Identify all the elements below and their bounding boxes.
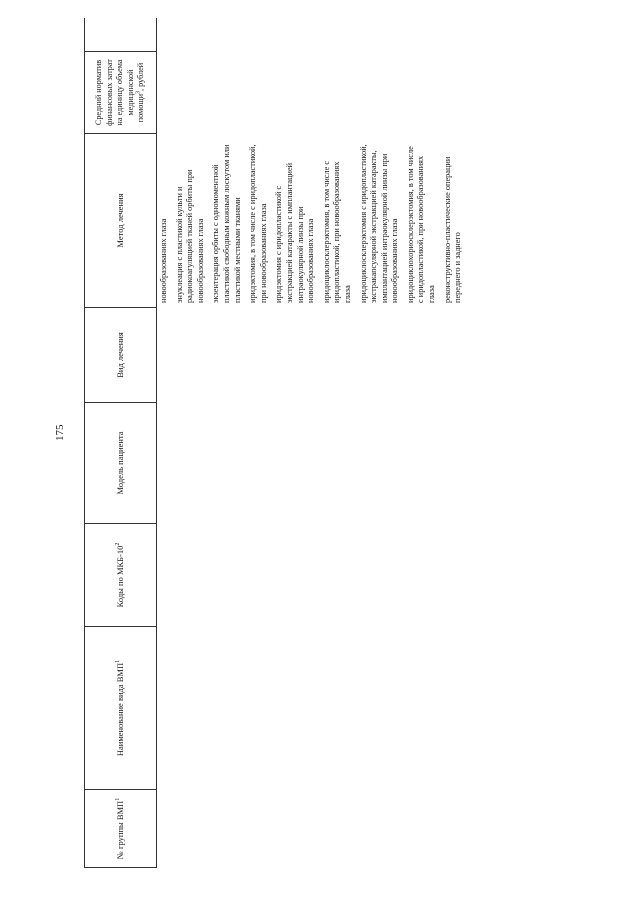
method-item: энуклеация с пластикой культи и радиокоагуляцией тканей орбиты при новообразованиях глаза: [174, 169, 205, 303]
header-patient-model: [85, 402, 156, 523]
header-group-sup: 1: [115, 797, 122, 801]
method-item: новообразованиях глаза: [159, 218, 168, 303]
rotated-table: [84, 18, 564, 868]
header-vmp-name: [85, 626, 156, 789]
header-codes-sup: 2: [115, 542, 122, 546]
header-treatment-type: [85, 307, 156, 402]
header-cost-sup: 3: [135, 90, 142, 94]
header-method-text: Метод лечения: [115, 193, 125, 248]
header-model-text: Модель пациента: [115, 431, 125, 495]
header-name-text: Наименование вида ВМП: [115, 662, 125, 757]
treatment-method-list: [159, 143, 469, 303]
header-icd-codes: [85, 523, 156, 626]
header-name-sup: 1: [115, 659, 122, 663]
table-header-row: [84, 18, 157, 868]
method-item: иридэктомия, в том числе с иридопластикой, при новообразованиях глаза: [248, 144, 268, 303]
method-item: иридэктомия с иридопластикой с экстракцией катаракты с имплантацией интраокулярной линзы при новообразованиях глаза: [274, 162, 316, 303]
method-item: иридоциклосклерэктомия, в том числе с иридопластикой, при новообразованиях глаза: [321, 160, 352, 303]
method-item: иридоциклосклерэктомия с иридопластикой, экстракапсулярной экстракцией катаракты, имплантацией интраокулярной линзы при новообразованиях глаза: [358, 144, 400, 303]
header-group-number: [85, 789, 156, 868]
method-item: иридоциклохориосклерэктомия, в том числе с иридопластикой, при новообразованиях глаза: [405, 146, 437, 303]
method-item: реконструктивно-пластические операции переднего и заднего: [442, 156, 463, 303]
header-cost-text: Средний норматив финансовых затрат на единицу объема медицинской помощи: [94, 59, 146, 126]
header-treatment-text: Вид лечения: [115, 332, 125, 378]
header-avg-cost: [85, 51, 156, 133]
page-number: 175: [54, 424, 66, 441]
header-treatment-method: [85, 133, 156, 307]
header-group-text: № группы ВМП: [115, 800, 125, 860]
header-cost-tail: , рублей: [136, 62, 146, 91]
header-codes-text: Коды по МКБ-10: [115, 545, 125, 608]
method-item: экзентерация орбиты с одномоментной пластикой свободным кожным лоскутом или пластикой местными тканями: [211, 144, 242, 303]
